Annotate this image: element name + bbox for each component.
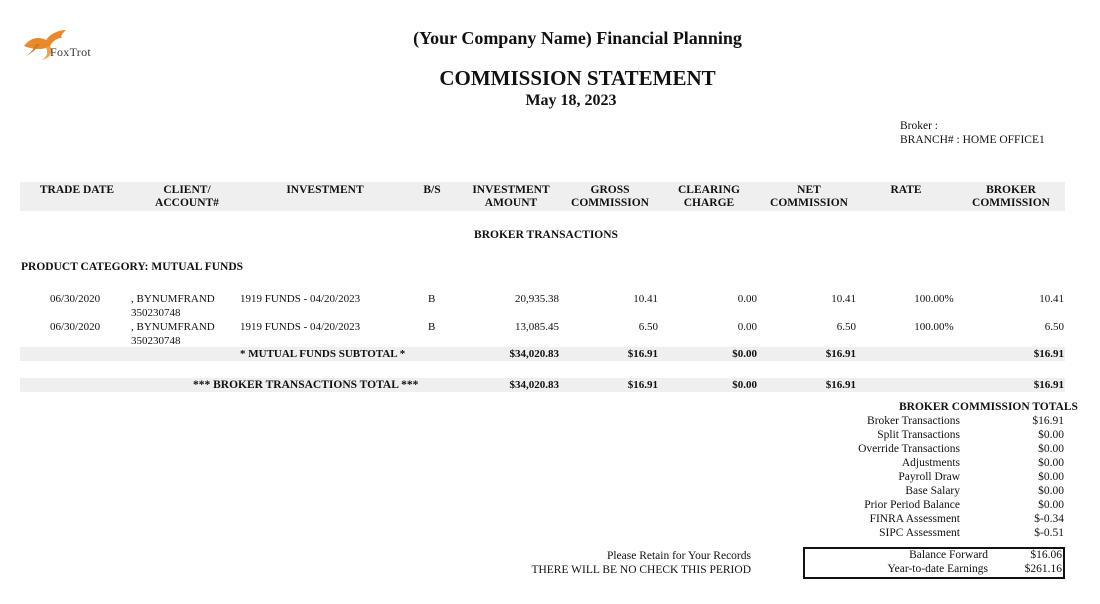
total-label: *** BROKER TRANSACTIONS TOTAL *** [193, 379, 419, 391]
subtotal-broker: $16.91 [1033, 348, 1064, 360]
totals-value: $16.91 [1032, 415, 1064, 427]
totals-value: $0.00 [1038, 443, 1064, 455]
rate: 100.00% [914, 321, 954, 333]
totals-value: $0.00 [1038, 485, 1064, 497]
company-title: (Your Company Name) Financial Planning [413, 28, 742, 48]
client-name: , BYNUMFRAND [131, 321, 215, 333]
statement-date: May 18, 2023 [525, 92, 617, 109]
totals-label: Prior Period Balance [864, 499, 960, 511]
clearing-charge: 0.00 [737, 321, 757, 333]
totals-value: $0.00 [1038, 499, 1064, 511]
column-header-net-commission: NET COMMISSION [770, 184, 848, 209]
logo-text: FoxTrot [50, 45, 92, 59]
investment-name: 1919 FUNDS - 04/20/2023 [240, 293, 361, 305]
trade-date: 06/30/2020 [50, 321, 101, 333]
total-gross: $16.91 [627, 379, 658, 391]
subtotal-label: * MUTUAL FUNDS SUBTOTAL * [240, 348, 406, 360]
totals-label: Adjustments [901, 457, 960, 469]
column-header-rate: RATE [890, 184, 922, 196]
total-broker: $16.91 [1033, 379, 1064, 391]
total-amount: $34,020.83 [509, 379, 559, 391]
totals-label: FINRA Assessment [869, 513, 960, 525]
total-net: $16.91 [825, 379, 856, 391]
broker-commission: 10.41 [1039, 293, 1064, 305]
gross-commission: 6.50 [638, 321, 658, 333]
footer-notes [450, 549, 751, 577]
ytd-earnings-label: Year-to-date Earnings [887, 563, 988, 575]
investment-amount: 13,085.45 [515, 321, 559, 333]
retain-records-note: Please Retain for Your Records [606, 550, 751, 562]
total-clearing: $0.00 [732, 379, 757, 391]
column-header-investment: INVESTMENT [286, 184, 364, 196]
buy-sell: B [428, 293, 436, 305]
column-header-broker-commission: BROKER COMMISSION [972, 184, 1050, 209]
column-header-investment-amount: INVESTMENT AMOUNT [472, 184, 550, 209]
net-commission: 10.41 [831, 293, 856, 305]
totals-label: Broker Transactions [867, 415, 960, 427]
buy-sell: B [428, 321, 436, 333]
totals-label: Payroll Draw [898, 471, 960, 483]
totals-label: Base Salary [905, 485, 960, 497]
no-check-note: THERE WILL BE NO CHECK THIS PERIOD [531, 564, 751, 576]
totals-label: Override Transactions [858, 443, 960, 455]
column-header-bs: B/S [423, 184, 441, 196]
balance-forward-label: Balance Forward [909, 549, 988, 561]
subtotal-clearing: $0.00 [732, 348, 757, 360]
totals-label: SIPC Assessment [879, 527, 960, 539]
client-name: , BYNUMFRAND [131, 293, 215, 305]
account-number: 350230748 [131, 335, 181, 347]
totals-value: $0.00 [1038, 457, 1064, 469]
column-header-gross-commission: GROSS COMMISSION [571, 184, 649, 209]
broker-info [900, 119, 1045, 147]
investment-amount: 20,935.38 [515, 293, 559, 305]
net-commission: 6.50 [836, 321, 856, 333]
totals-value: $0.00 [1038, 429, 1064, 441]
section-heading: BROKER TRANSACTIONS [474, 229, 618, 241]
gross-commission: 10.41 [633, 293, 658, 305]
totals-value: $-0.51 [1034, 527, 1064, 539]
broker-label: Broker : [900, 120, 939, 132]
totals-label: Split Transactions [877, 429, 960, 441]
totals-value: $0.00 [1038, 471, 1064, 483]
broker-commission: 6.50 [1044, 321, 1064, 333]
document-title: COMMISSION STATEMENT [439, 66, 716, 90]
totals-value: $-0.34 [1034, 513, 1064, 525]
column-header-trade-date: TRADE DATE [39, 184, 115, 196]
subtotal-net: $16.91 [825, 348, 856, 360]
clearing-charge: 0.00 [737, 293, 757, 305]
trade-date: 06/30/2020 [50, 293, 101, 305]
account-number: 350230748 [131, 307, 181, 319]
balance-forward-value: $16.06 [1030, 549, 1062, 561]
product-category-heading: PRODUCT CATEGORY: MUTUAL FUNDS [21, 261, 244, 273]
subtotal-gross: $16.91 [627, 348, 658, 360]
rate: 100.00% [914, 293, 954, 305]
commission-totals-title: BROKER COMMISSION TOTALS [899, 401, 1078, 413]
column-header-clearing-charge: CLEARING CHARGE [678, 184, 740, 209]
ytd-earnings-value: $261.16 [1024, 563, 1062, 575]
investment-name: 1919 FUNDS - 04/20/2023 [240, 321, 361, 333]
subtotal-amount: $34,020.83 [509, 348, 559, 360]
branch-label: BRANCH# : HOME OFFICE1 [900, 134, 1045, 146]
column-header-client-account: CLIENT/ ACCOUNT# [155, 184, 219, 209]
